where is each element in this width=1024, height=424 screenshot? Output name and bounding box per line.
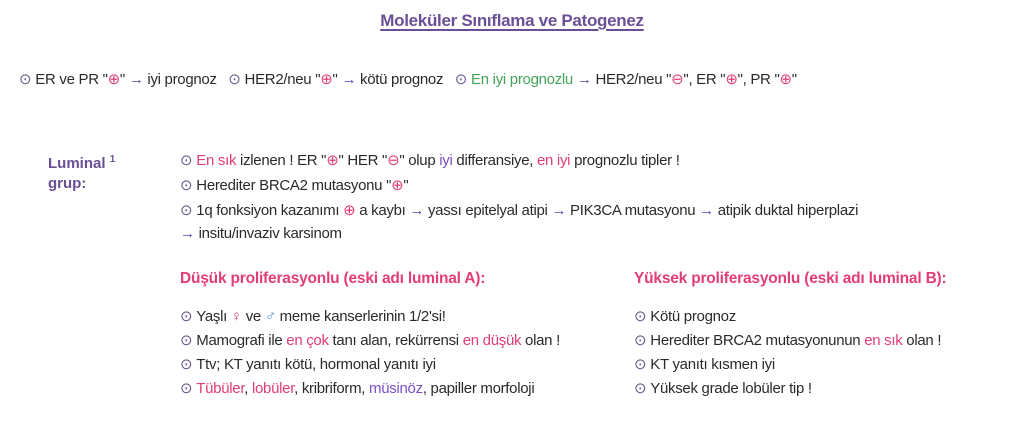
- low-item-2: ⊙ Mamografi ile en çok tanı alan, rekürrensi en düşük olan !: [180, 332, 560, 349]
- minus-icon: ⊖: [387, 152, 400, 169]
- plus-icon: ⊕: [107, 71, 120, 88]
- arrow-icon: →: [180, 225, 195, 242]
- plus-icon: ⊕: [320, 71, 333, 88]
- high-proliferation-heading: Yüksek proliferasyonlu (eski adı luminal B):: [634, 270, 947, 287]
- luminal-line-3: ⊙ 1q fonksiyon kazanımı ⊕ a kaybı → yassı epitelyal atipi → PIK3CA mutasyonu → atipik duktal hiperplazi: [180, 202, 859, 219]
- bullet-icon: ⊙: [19, 71, 32, 88]
- high-item-1: ⊙ Kötü prognoz: [634, 308, 736, 325]
- bullet-icon: ⊙: [634, 332, 647, 349]
- luminal-line-1: ⊙ En sık izlenen ! ER "⊕" HER "⊖" olup iyi differansiye, en iyi prognozlu tipler !: [180, 152, 680, 169]
- bullet-icon: ⊙: [634, 308, 647, 325]
- plus-icon: ⊕: [391, 177, 404, 194]
- plus-icon: ⊕: [779, 71, 792, 88]
- arrow-icon: →: [409, 202, 425, 219]
- high-item-2: ⊙ Herediter BRCA2 mutasyonunun en sık olan !: [634, 332, 942, 349]
- female-icon: ♀: [230, 308, 242, 325]
- bullet-icon: ⊙: [634, 380, 647, 397]
- luminal-line-2: ⊙ Herediter BRCA2 mutasyonu "⊕": [180, 177, 409, 194]
- plus-icon: ⊕: [725, 71, 738, 88]
- plus-icon: ⊕: [343, 202, 356, 219]
- low-item-1: ⊙ Yaşlı ♀ ve ♂ meme kanserlerinin 1/2'si!: [180, 308, 446, 325]
- luminal-group-label: Luminal $^1$ grup:: [48, 154, 116, 192]
- bullet-icon: ⊙: [180, 152, 193, 169]
- bullet-icon: ⊙: [180, 202, 193, 219]
- minus-icon: ⊖: [671, 71, 684, 88]
- bullet-icon: ⊙: [180, 380, 193, 397]
- low-item-3: ⊙ Ttv; KT yanıtı kötü, hormonal yanıtı iyi: [180, 356, 436, 373]
- bullet-icon: ⊙: [180, 177, 193, 194]
- bullet-icon: ⊙: [180, 332, 193, 349]
- arrow-icon: →: [576, 71, 592, 88]
- high-item-3: ⊙ KT yanıtı kısmen iyi: [634, 356, 775, 373]
- bullet-icon: ⊙: [228, 71, 241, 88]
- male-icon: ♂: [264, 308, 276, 325]
- prognosis-line: ⊙ ER ve PR "⊕" → iyi prognoz ⊙ HER2/neu "⊕" → kötü prognoz ⊙ En iyi prognozlu → HER2/neu "⊖", ER "⊕", PR "⊕": [19, 71, 797, 88]
- bullet-icon: ⊙: [454, 71, 468, 88]
- low-item-4: ⊙ Tübüler, lobüler, kribriform, müsinöz, papiller morfoloji: [180, 380, 535, 397]
- bullet-icon: ⊙: [180, 308, 193, 325]
- high-item-4: ⊙ Yüksek grade lobüler tip !: [634, 380, 812, 397]
- arrow-icon: →: [551, 202, 567, 219]
- page-title: Moleküler Sınıflama ve Patogenez: [380, 11, 644, 30]
- arrow-icon: →: [699, 202, 714, 219]
- luminal-line-4: → insitu/invaziv karsinom: [180, 225, 342, 242]
- low-proliferation-heading: Düşük proliferasyonlu (eski adı luminal A):: [180, 270, 486, 287]
- arrow-icon: →: [341, 71, 357, 88]
- plus-icon: ⊕: [326, 152, 339, 169]
- bullet-icon: ⊙: [634, 356, 647, 373]
- arrow-icon: →: [128, 71, 144, 88]
- bullet-icon: ⊙: [180, 356, 193, 373]
